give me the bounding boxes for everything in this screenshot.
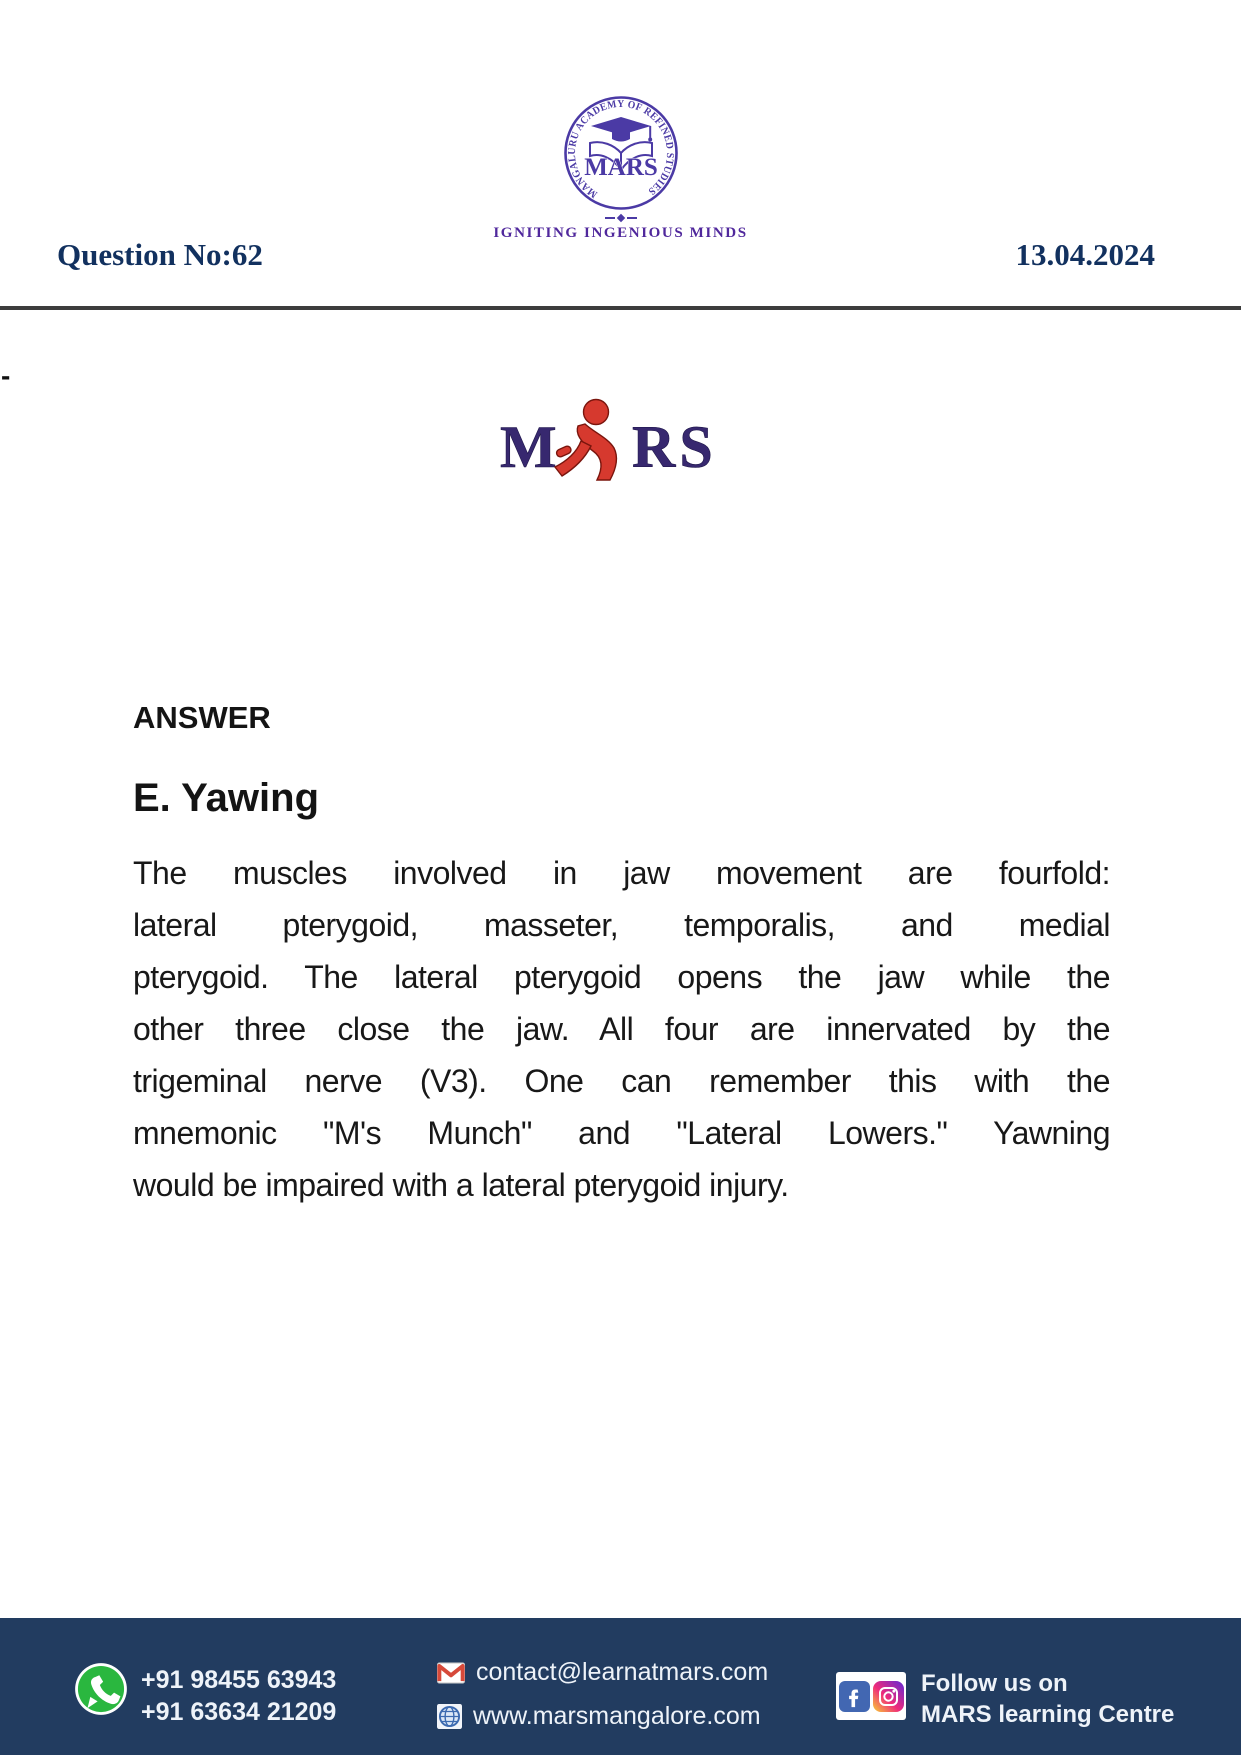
instagram-icon — [873, 1681, 904, 1712]
gmail-icon — [437, 1662, 465, 1684]
header — [0, 0, 1241, 242]
mars-logo-letter-m: M — [499, 414, 557, 480]
social-icons-box — [836, 1672, 906, 1720]
facebook-icon — [839, 1681, 870, 1712]
answer-heading: ANSWER — [133, 700, 271, 735]
academy-seal-logo — [562, 94, 680, 212]
question-number: Question No:62 — [57, 237, 263, 272]
explanation-line: trigeminal nerve (V3). One can remember this with the — [133, 1063, 1110, 1099]
mars-logo — [0, 396, 1241, 484]
explanation-line: lateral pterygoid, masseter, temporalis, and medial — [133, 907, 1110, 943]
footer — [0, 1618, 1241, 1755]
phone-number: +91 63634 21209 — [141, 1698, 337, 1726]
seal-ornament — [605, 215, 637, 221]
answer-section — [133, 700, 1110, 1211]
phone-number: +91 98455 63943 — [141, 1666, 337, 1694]
globe-icon — [437, 1704, 462, 1729]
website-row — [437, 1702, 761, 1731]
explanation-line: other three close the jaw. All four are innervated by the — [133, 1011, 1110, 1047]
follow-line2: MARS learning Centre — [921, 1701, 1175, 1728]
seal-monogram: MARS — [583, 154, 658, 181]
follow-line1: Follow us on — [921, 1670, 1068, 1697]
phone-numbers — [141, 1664, 336, 1728]
header-rule — [0, 306, 1241, 310]
email-row — [437, 1658, 768, 1687]
mars-logo-runner-icon — [555, 400, 617, 481]
follow-text — [921, 1668, 1174, 1730]
answer-choice: E. Yawing — [133, 776, 319, 820]
whatsapp-icon — [74, 1662, 128, 1716]
email-address: contact@learnatmars.com — [476, 1658, 769, 1686]
explanation-line: pterygoid. The lateral pterygoid opens the jaw while the — [133, 959, 1110, 995]
seal-circular-text: MANGALURU ACADEMY OF REFINED STUDIES — [566, 98, 675, 200]
mars-logo-letters-rs: RS — [631, 414, 717, 480]
document-date: 13.04.2024 — [1015, 237, 1155, 272]
mars-logo-svg — [500, 396, 742, 484]
explanation-line: mnemonic "M's Munch" and "Lateral Lowers." Yawning — [133, 1115, 1110, 1151]
explanation-line: The muscles involved in jaw movement are fourfold: — [133, 855, 1110, 891]
seal-tagline: IGNITING INGENIOUS MINDS — [493, 225, 748, 241]
question-header-row — [57, 237, 1155, 273]
answer-explanation — [133, 847, 1110, 1211]
website-url: www.marsmangalore.com — [473, 1702, 761, 1730]
explanation-line: would be impaired with a lateral pterygoid injury. — [133, 1167, 789, 1203]
stray-dash: - — [1, 360, 11, 391]
